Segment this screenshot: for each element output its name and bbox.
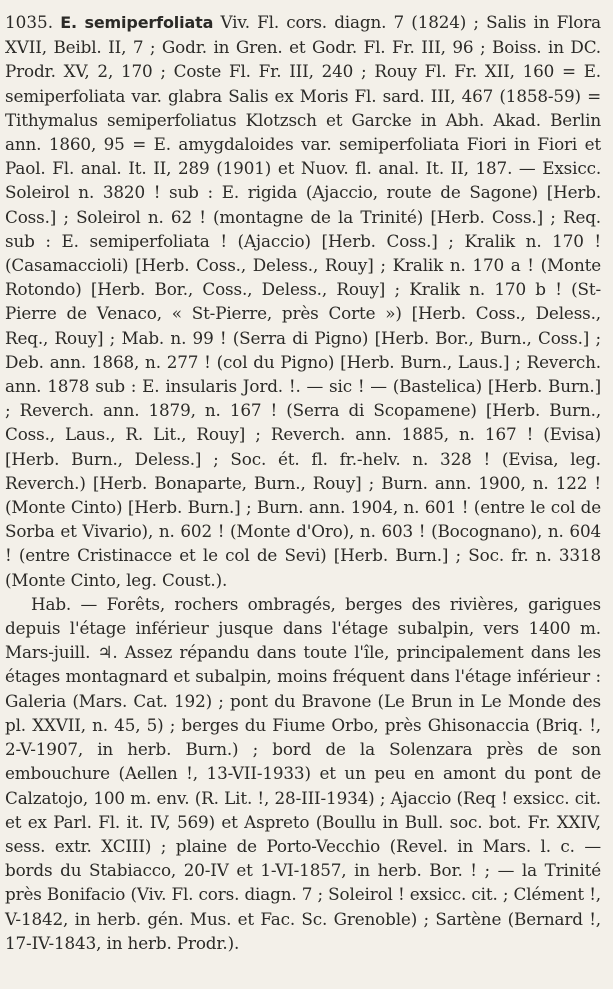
habitat-text: — Forêts, rochers ombragés, berges des rivières, garigues depuis l'étage inférieur jusque dans l'étage subalpin, vers 1400 m. Mars-juill. ♃. Assez répandu dans toute l'île, principalement dans les étages montagnard et subalpin, moins fréquent dans l'étage inférieur : Galeria (Mars. Cat. 192) ; pont du Bravone (Le Brun in Le Monde des pl. XXVII, n. 45, 5) ; berges du Fiume Orbo, près Ghisonaccia (Briq. !, 2-V-1907, in herb. Burn.) ; bord de la Solenzara près de son embouchure (Aellen !, 13-VII-1933) et un peu en amont du pont de Calzatojo, 100 m. env. (R. Lit. !, 28-III-1934) ; Ajaccio (Req ! exsicc. cit. et ex Parl. Fl. it. IV, 569) et Aspreto (Boullu in Bull. soc. bot. Fr. XXIV, sess. extr. XCIII) ; plaine de Porto-Vecchio (Revel. in Mars. l. c. — bords du Stabiacco, 20-IV et 1-VI-1857, in herb. Bor. ! ; — la Trinité près Bonifacio (Viv. Fl. cors. diagn. 7 ; Soleirol ! exsicc. cit. ; Clément !, V-1842, in herb. gén. Mus. et Fac. Sc. Grenoble) ; Sartène (Bernard !, 17-IV-1843, in herb. Prodr.). [5, 593, 602, 953]
synonymy-paragraph [5, 10, 601, 592]
species-entry [5, 10, 601, 955]
species-name: E. semiperfoliata [60, 13, 214, 32]
synonymy-text: Viv. Fl. cors. diagn. 7 (1824) ; Salis in Flora XVII, Beibl. II, 7 ; Godr. in Gren. et Godr. Fl. Fr. III, 96 ; Boiss. in DC. Prodr. XV, 2, 170 ; Coste Fl. Fr. III, 240 ; Rouy Fl. Fr. XII, 160 = E. semiperfoliata var. glabra Salis ex Moris Fl. sard. III, 467 (1858-59) = Tithymalus semiperfoliatus Klotzsch et Garcke in Abh. Akad. Berlin ann. 1860, 95 = E. amygdaloides var. semiperfoliata Fiori in Fiori et Paol. Fl. anal. It. II, 289 (1901) et Nuov. fl. anal. It. II, 187. — Exsicc. Soleirol n. 3820 ! sub : E. rigida (Ajaccio, route de Sagone) [Herb. Coss.] ; Soleirol n. 62 ! (montagne de la Trinité) [Herb. Coss.] ; Req. sub : E. semiperfoliata ! (Ajaccio) [Herb. Coss.] ; Kralik n. 170 ! (Casamaccioli) [Herb. Coss., Deless., Rouy] ; Kralik n. 170 a ! (Monte Rotondo) [Herb. Bor., Coss., Deless., Rouy] ; Kralik n. 170 b ! (St-Pierre de Venaco, « St-Pierre, près Corte ») [Herb. Coss., Deless., Req., Rouy] ; Mab. n. 99 ! (Serra di Pigno) [Herb. Bor., Burn., Coss.] ; Deb. ann. 1868, n. 277 ! (col du Pigno) [Herb. Burn., Laus.] ; Reverch. ann. 1878 sub : E. insularis Jord. !. — sic ! — (Bastelica) [Herb. Burn.] ; Reverch. ann. 1879, n. 167 ! (Serra di Scopamene) [Herb. Burn., Coss., Laus., R. Lit., Rouy] ; Reverch. ann. 1885, n. 167 ! (Evisa) [Herb. Burn., Deless.] ; Soc. ét. fl. fr.-helv. n. 328 ! (Evisa, leg. Reverch.) [Herb. Bonaparte, Burn., Rouy] ; Burn. ann. 1900, n. 122 ! (Monte Cinto) [Herb. Burn.] ; Burn. ann. 1904, n. 601 ! (entre le col de Sorba et Vivario), n. 602 ! (Monte d'Oro), n. 603 ! (Bocognano), n. 604 ! (entre Cristinacce et le col de Sevi) [Herb. Burn.] ; Soc. fr. n. 3318 (Monte Cinto, leg. Coust.). [5, 12, 601, 590]
entry-number: 1035. [5, 12, 54, 32]
habitat-paragraph [5, 592, 601, 955]
habitat-label: Hab. [31, 593, 72, 614]
